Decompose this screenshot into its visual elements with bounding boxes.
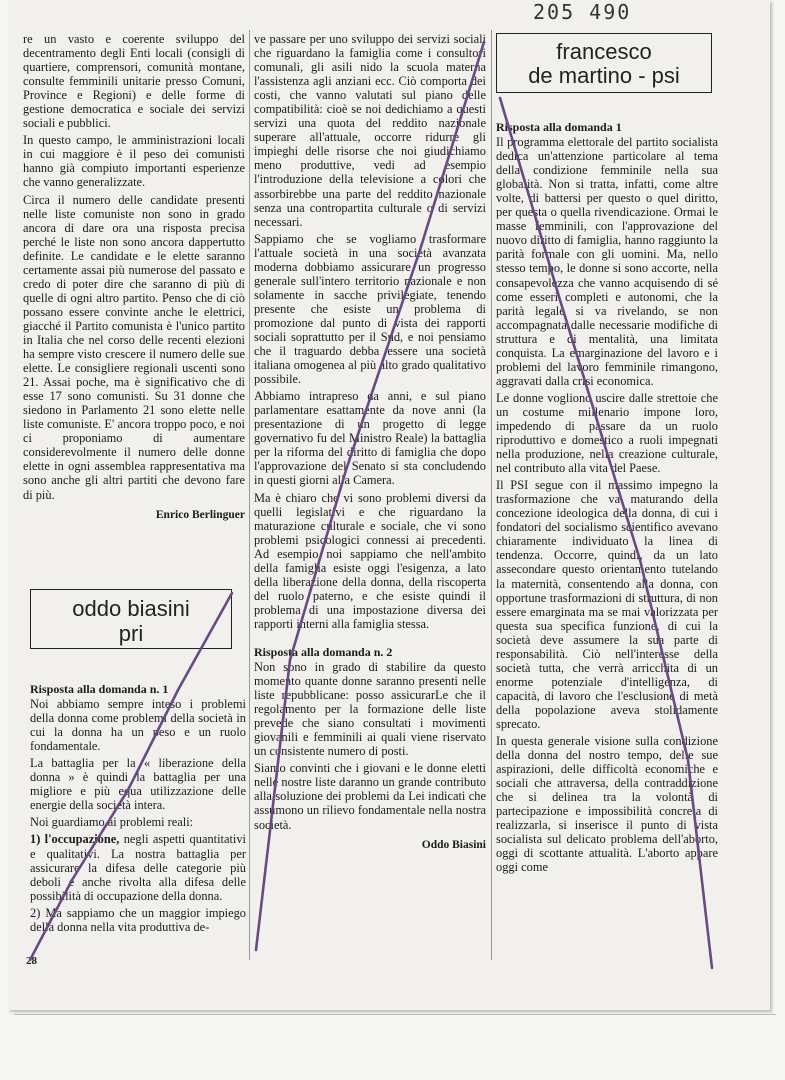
list-label: 1) l'occupazione, [30,832,120,847]
column-2 [254,32,486,855]
author-name: francesco [556,39,652,64]
paragraph: Circa il numero delle candidate presenti nelle liste comuniste non sono in grado ancora di dare ora una risposta precisa perché le liste non sono ancora dappertutto definite. Le candidate e le elette saranno certamente assai più numerose del passato e credo di poter dire che saranno di più di quelle di ogni altro partito. Penso che di ciò possano essere convinte anche le elettrici, giacché il Partito comunista è l'unico partito in Italia che nel corso delle recenti elezioni ha sempre visto crescere il numero delle sue elette. Le consigliere regionali uscenti sono 21. Assai poche, ma è significativo che di esse 17 sono comunisti. Su 31 donne che siedono in Parlamento 21 sono elette nelle liste comuniste. E' ancora troppo poco, e noi ci proponiamo di aumentare considerevolmente il numero delle donne elette in ogni assemblea rappresentativa ma sono anche gli altri partiti che devono fare di più. [23,192,245,502]
paragraph: re un vasto e coerente sviluppo del decentramento degli Enti locali (consigli di quartiere, comprensori, comunità montane, consulte femminili unitarie presso Comuni, Province e Regioni) e delle forme di gestione democratica e sociale dei servizi sociali e pubblici. [23,32,245,131]
page-edge [14,1014,776,1015]
signature: Enrico Berlinguer [155,508,245,521]
author-name-party: de martino - psi [528,63,680,88]
signature: Oddo Biasini [421,838,486,851]
page-number: 28 [26,955,37,967]
paragraph [30,832,246,902]
paragraph: Abbiamo intrapreso da anni, e sul piano parlamentare esattamente da nove anni (la presentazione di un progetto di legge governativo fu del Ministro Reale) la battaglia per la riforma del diritto di famiglia che dopo l'approvazione del Senato si sta concludendo in questi giorni alla Camera. [254,389,486,488]
paragraph: Il PSI segue con il massimo impegno la trasformazione che va maturando della concezione ideologica della donna, di cui i fondatori del socialismo scientifico avevano chiaramente individuato la linea di tendenza. Occorre, quindi, da un lato assecondare questo orientamento tutelando la maternità, consentendo alla donna, con opportune trasformazioni di struttura, di non essere emarginata ma se mai valorizzata per questa sua specifica funzione, di cui la società deve assumere la sua parte di responsabilità. Ciò nell'interesse della società tutta, che verrà arricchita di un enorme potenziale d'intelligenza, di capacità, di lavoro che l'esclusione di metà della popolazione aveva stolidamente sprecato. [496,478,718,731]
paragraph: Non sono in grado di stabilire da questo momento quante donne saranno presenti nelle liste repubblicane: posso assicurarLe che il regolamento per la formazione delle liste prevede che siano consultati i movimenti giovanili e femminili ai quali viene riservato un consistente numero di posti. [254,660,486,759]
answer-heading: Risposta alla domanda 1 [496,120,622,134]
list-text: negli aspetti quantitativi e qualitativi. La nostra battaglia per assicurare la difesa delle categorie più deboli e anche rivolta alla difesa delle possibilità di occupazione della donna. [30,832,246,903]
author-box-de-martino [496,33,712,93]
paragraph: Noi abbiamo sempre inteso i problemi della donna come problemi della società in cui la donna ha un peso e un ruolo fondamentale. [30,697,246,754]
author-party: pri [118,621,144,646]
paragraph: ve passare per uno sviluppo dei servizi sociali che riguardano la famiglia come i consultori comunali, gli asili nido la scuola materna l'assistenza agli anziani ecc. Ciò comporta dei costi, che vanno valutati sul piano delle compatibilità: cioè se noi dedichiamo a questi servizi una quota del reddito nazionale superare all'attuale, occorre ridurre gli impieghi delle risorse che noi giudichiamo meno produttive, vedi ad esempio l'introduzione della televisione a colori che assorbirebbe una parte del reddito nazionale senza una contropartita culturale o di servizi necessari. [254,32,486,229]
paragraph: In questa generale visione sulla condizione della donna del nostro tempo, delle sue aspirazioni, delle difficoltà economiche e sociali che attraversa, della contraddizione che si delinea tra la volontà di partecipazione e impossibilità concreta di realizzarla, si inserisce il punto di vista socialista sul delicato problema dell'aborto, oggi di scottante attualità. L'aborto appare oggi come [496,734,718,875]
paragraph: Ma è chiaro che vi sono problemi diversi da quelli legislativi e che riguardano la maturazione culturale e sociale, che vi sono problemi psicologici connessi ai precedenti. Ad esempio noi sappiamo che nell'ambito della famiglia esiste oggi l'esigenza, a lato della liberazione della donna, della riscoperta del ruolo paterno, e che esiste quindi il problema di una impostazione diversa dei rapporti interni alla famiglia stessa. [254,490,486,631]
paragraph: Sappiamo che se vogliamo trasformare l'attuale società in una società avanzata moderna dobbiamo assicurare un progresso generale sull'intero territorio nazionale e non solamente in sacche privilegiate, tenendo presente che esiste un problema di promozione dal punto di vista dei rapporti sociali soprattutto per il Sud, e noi pensiamo che il traguardo debba essere una società italiana omogenea al più alto grado qualitativo possibile. [254,231,486,387]
archive-stamp: 205 490 [533,0,632,24]
answer-heading: Risposta alla domanda n. 1 [30,682,169,696]
column-1 [23,32,245,525]
paragraph: 2) Ma sappiamo che un maggior impiego della donna nella vita produttiva de- [30,905,246,934]
column-1-lower [30,674,246,937]
paragraph: In questo campo, le amministrazioni locali in cui maggiore è il peso dei comunisti hanno già compiuto importanti esperienze che vanno generalizzate. [23,133,245,190]
paragraph: Le donne vogliono uscire dalle strettoie che un costume millenario impone loro, impedendo di passare da un ruolo riproduttivo e domestico a ruoli impegnati nella produzione, nella creazione culturale, nel contributo alla vita del Paese. [496,390,718,476]
author-box-biasini [30,589,232,649]
column-divider [491,30,492,960]
answer-heading: Risposta alla domanda n. 2 [254,644,393,659]
paragraph: Il programma elettorale del partito socialista dedica un'attenzione particolare al tema della condizione femminile nella sua globalità. Non si tratta, infatti, come altre volte, di battersi per questo o quel diritto, per questa o quella rivendicazione. Ormai le masse femminili, con l'approvazione del nuovo diritto di famiglia, hanno raggiunto la parità formale con gli uomini. Ma, nello stesso tempo, le donne si sono accorte, nella consapevolezza che vanno acquisendo di sé come esseri completi e autonomi, che la parità legale si va rivelando, se non accompagnata dalle necessarie modifiche di struttura e di mentalità, una limitata conquista. La emarginazione del lavoro e i problemi del lavoro femminile rimangono, aggravati dalla crisi economica. [496,135,718,388]
author-name: oddo biasini [72,596,190,621]
paragraph: Noi guardiamo ai problemi reali: [30,815,194,830]
column-3 [496,120,718,877]
column-divider [249,30,250,960]
paragraph: Siamo convinti che i giovani e le donne eletti nelle nostre liste daranno un grande contributo alla soluzione dei problemi da Lei indicati che assumono un rilievo fondamentale nella nostra società. [254,761,486,832]
paragraph: La battaglia per la « liberazione della donna » è quindi la battaglia per una migliore e più equa utilizzazione delle energie della società intera. [30,756,246,813]
